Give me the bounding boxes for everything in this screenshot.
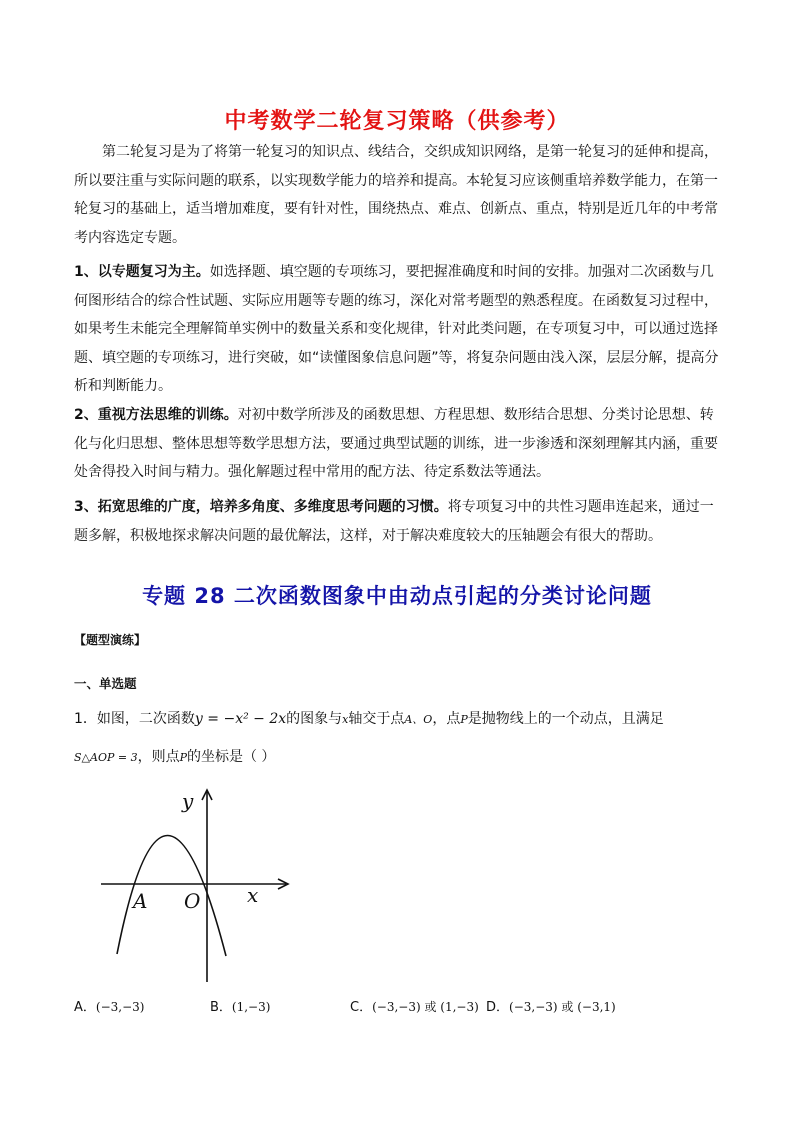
question-text-d: 是抛物线上的一个动点，且满足	[467, 711, 664, 727]
strategy-point-2-lead: 2、重视方法思维的训练。	[74, 407, 238, 423]
option-d-letter: D．	[486, 1000, 510, 1015]
option-d-value: (−3,−3) 或 (−3,1)	[509, 1000, 616, 1014]
intro-paragraph: 第二轮复习是为了将第一轮复习的知识点、线结合，交织成知识网络，是第一轮复习的延伸和提高，所以要注重与实际问题的联系，以实现数学能力的培养和提高。本轮复习应该侧重培养数学能力，在第一轮复习的基础上，适当增加难度，要有针对性，围绕热点、难点、创新点、重点，特别是近几年的中考常考内容选定专题。	[74, 144, 718, 246]
question-text-e: ，则点	[137, 749, 180, 765]
label-a: A	[133, 889, 148, 913]
strategy-point-1-lead: 1、以专题复习为主。	[74, 264, 210, 280]
strategy-point-2-text: 对初中数学所涉及的函数思想、方程思想、数形结合思想、分类讨论思想、转化与化归思想、整体思想等数学思想方法，要通过典型试题的训练，进一步渗透和深刻理解其内涵，重要处舍得投入时间与精力。强化解题过程中常用的配方法、待定系数法等通法。	[74, 407, 718, 480]
question-formula: y = −x² − 2x	[194, 711, 287, 727]
question-p-var: P	[460, 713, 468, 726]
option-a-letter: A．	[74, 1000, 96, 1015]
label-x: x	[247, 883, 259, 907]
label-y: y	[182, 789, 194, 813]
parabola-figure	[96, 786, 296, 986]
strategy-point-1	[74, 258, 722, 401]
option-c[interactable]	[350, 996, 479, 1015]
question-p-var-2: P	[179, 751, 187, 764]
page-title: 中考数学二轮复习策略（供参考）	[224, 109, 570, 134]
question-points-ao: A、O	[404, 713, 433, 726]
question-text-f: 的坐标是（ ）	[186, 749, 276, 765]
question-line-1	[74, 708, 664, 728]
option-d[interactable]	[486, 996, 616, 1015]
topic-title: 专题 28 二次函数图象中由动点引起的分类讨论问题	[142, 584, 652, 608]
label-o: O	[184, 889, 201, 913]
strategy-point-3	[74, 493, 722, 550]
question-number: 1．如图，二次函数	[74, 711, 195, 727]
question-text-b: 轴交于点	[348, 711, 405, 727]
option-c-value: (−3,−3) 或 (1,−3)	[372, 1000, 479, 1014]
question-area: S△AOP = 3	[74, 751, 138, 764]
topic-tag: 【题型演练】	[74, 633, 147, 647]
option-a[interactable]	[74, 996, 144, 1015]
question-text-c: ，点	[432, 711, 461, 727]
strategy-point-3-text: 将专项复习中的共性习题串连起来，通过一题多解，积极地探求解决问题的最优解法，这样，对于解决难度较大的压轴题会有很大的帮助。	[74, 499, 714, 544]
option-c-letter: C．	[350, 1000, 373, 1015]
strategy-point-3-lead: 3、拓宽思维的广度，培养多角度、多维度思考问题的习惯。	[74, 499, 448, 515]
question-text-a: 的图象与	[286, 711, 343, 727]
strategy-point-2	[74, 401, 722, 487]
strategy-point-1-text: 如选择题、填空题的专项练习，要把握准确度和时间的安排。加强对二次函数与几何图形结合的综合性试题、实际应用题等专题的练习，深化对常考题型的熟悉程度。在函数复习过程中，如果考生未能完全理解简单实例中的数量关系和变化规律，针对此类问题，在专项复习中，可以通过选择题、填空题的专项练习，进行突破，如“读懂图象信息问题”等，将复杂问题由浅入深，层层分解，提高分析和判断能力。	[74, 264, 719, 394]
option-a-value: (−3,−3)	[95, 1000, 145, 1014]
option-b-letter: B．	[210, 1000, 232, 1015]
option-b-value: (1,−3)	[231, 1000, 271, 1014]
question-line-2	[74, 746, 275, 766]
section-heading: 一、单选题	[74, 676, 137, 691]
question-x-var: x	[342, 713, 349, 726]
option-b[interactable]	[210, 996, 270, 1015]
